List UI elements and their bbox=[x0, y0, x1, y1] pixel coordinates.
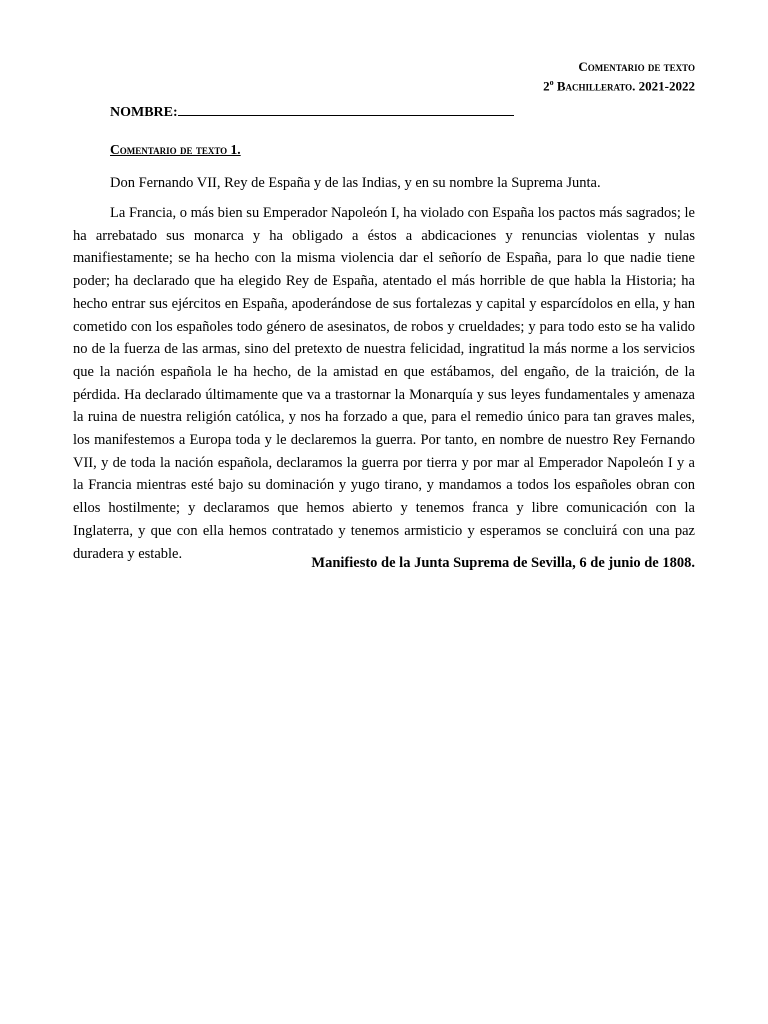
name-blank-line bbox=[178, 103, 514, 116]
header-course-type: Comentario de texto bbox=[578, 59, 695, 74]
document-header bbox=[543, 59, 695, 94]
header-grade-ordinal: o bbox=[549, 78, 554, 87]
text-paragraph-intro: Don Fernando VII, Rey de España y de las Indias, y en su nombre la Suprema Junta. bbox=[110, 175, 601, 191]
section-title: Comentario de texto 1. bbox=[110, 142, 241, 157]
header-grade-rest: Bachillerato. 2021-2022 bbox=[553, 78, 695, 94]
name-field bbox=[110, 103, 514, 122]
header-course-year bbox=[543, 75, 695, 94]
header-grade-number: 2 bbox=[543, 78, 550, 94]
source-citation: Manifiesto de la Junta Suprema de Sevilla, 6 de junio de 1808. bbox=[311, 555, 695, 571]
name-label: NOMBRE: bbox=[110, 105, 178, 120]
text-paragraph-main: La Francia, o más bien su Emperador Napoleón I, ha violado con España los pactos más sagrados; le ha arrebatado sus monarca y ha obligado a éstos a abdicaciones y renuncias violentas y nulas manifiestamente; se ha hecho con la misma violencia dar el señorío de España, para lo que nadie tiene poder; ha declarado que ha elegido Rey de España, atentado el más horrible de que habla la Historia; ha hecho entrar sus ejércitos en España, apoderándose de sus fortalezas y capital y esparcídolos en ella, y han cometido con los españoles todo género de asesinatos, de robos y crueldades; y para todo esto se ha valido no de la fuerza de las armas, sino del pretexto de nuestra felicidad, ingratitud la más norme a los servicios que la nación española le ha hecho, de la amistad en que estábamos, del engaño, de la traición, de la pérdida. Ha declarado últimamente que va a trastornar la Monarquía y sus leyes fundamentales y amenaza la ruina de nuestra religión católica, y nos ha forzado a que, para el remedio único para tan graves males, los manifestemos a Europa toda y le declaremos la guerra. Por tanto, en nombre de nuestro Rey Fernando VII, y de toda la nación española, declaramos la guerra por tierra y por mar al Emperador Napoleón I y a la Francia mientras esté bajo su dominación y yugo tirano, y mandamos a todos los españoles obran con ellos hostilmente; y declaramos que hemos abierto y tenemos franca y libre comunicación con la Inglaterra, y que con ella hemos contratado y tenemos armisticio y esperamos se concluirá con una paz duradera y estable. bbox=[73, 205, 695, 562]
